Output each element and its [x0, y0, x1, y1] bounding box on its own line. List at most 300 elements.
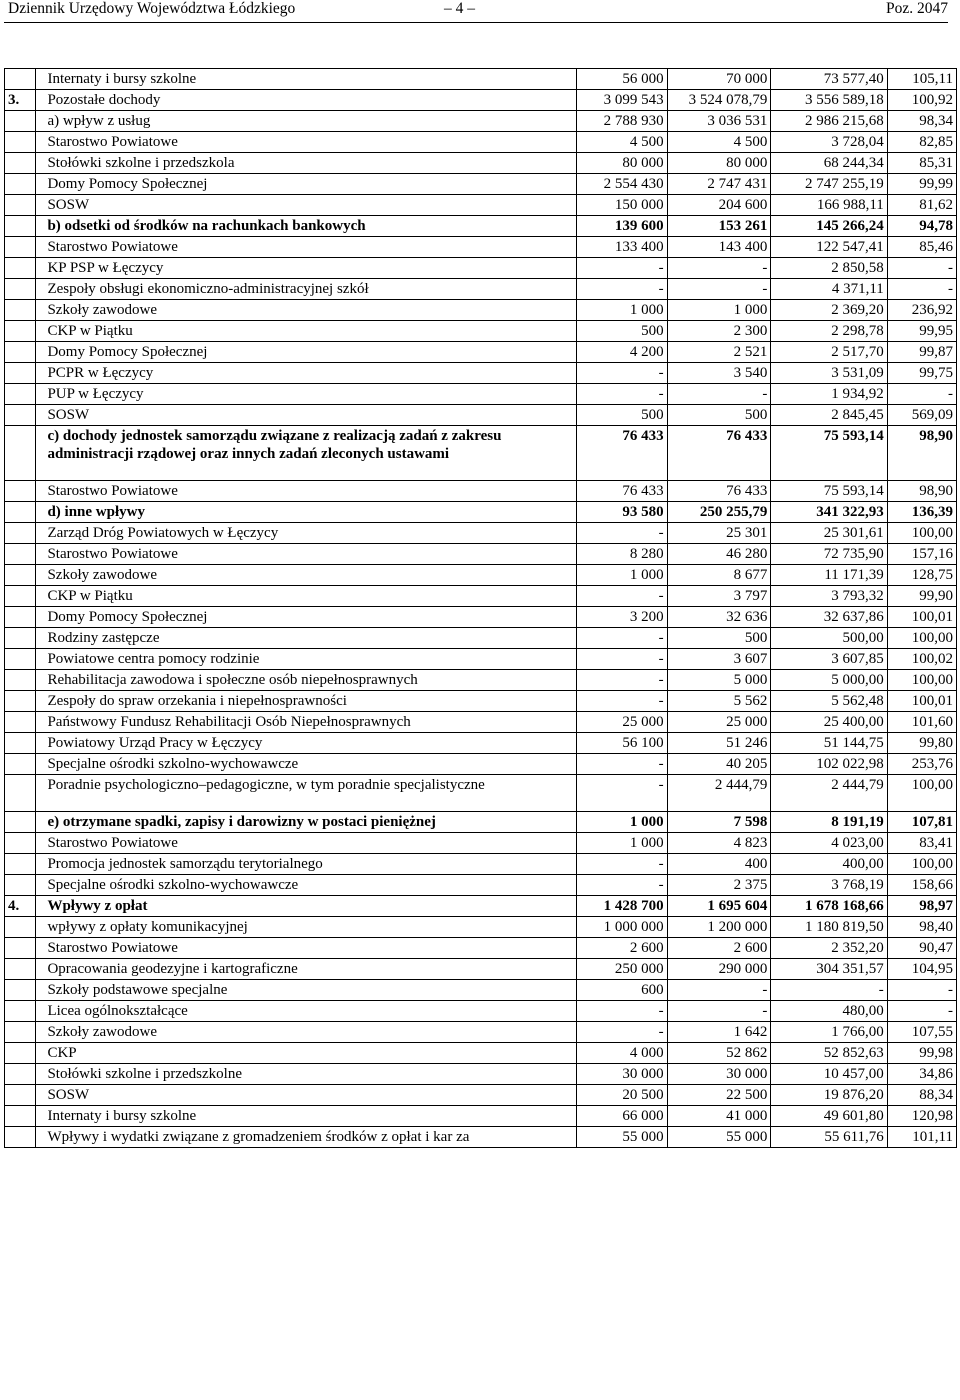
amended-plan-value: - — [667, 279, 771, 300]
amended-plan-value: 46 280 — [667, 544, 771, 565]
row-name: Starostwo Powiatowe — [36, 237, 577, 258]
plan-value: - — [577, 1001, 667, 1022]
row-name: Starostwo Powiatowe — [36, 132, 577, 153]
table-row — [5, 216, 957, 237]
row-name: e) otrzymane spadki, zapisy i darowizny w postaci pieniężnej — [36, 812, 577, 833]
executed-value: 4 023,00 — [771, 833, 887, 854]
executed-value: 68 244,34 — [771, 153, 887, 174]
table-row — [5, 481, 957, 502]
table-row — [5, 405, 957, 426]
row-number — [5, 1127, 36, 1148]
percent-value: 104,95 — [887, 959, 956, 980]
row-name: Zarząd Dróg Powiatowych w Łęczycy — [36, 523, 577, 544]
amended-plan-value: 1 642 — [667, 1022, 771, 1043]
percent-value: 105,11 — [887, 69, 956, 90]
row-number — [5, 69, 36, 90]
executed-value: 1 180 819,50 — [771, 917, 887, 938]
row-number — [5, 712, 36, 733]
executed-value: 122 547,41 — [771, 237, 887, 258]
row-name: Internaty i bursy szkolne — [36, 1106, 577, 1127]
plan-value: - — [577, 649, 667, 670]
row-number — [5, 607, 36, 628]
plan-value: 1 428 700 — [577, 896, 667, 917]
table-row — [5, 90, 957, 111]
row-number — [5, 649, 36, 670]
table-row — [5, 586, 957, 607]
table-row — [5, 384, 957, 405]
executed-value: 73 577,40 — [771, 69, 887, 90]
amended-plan-value: 3 607 — [667, 649, 771, 670]
percent-value: 82,85 — [887, 132, 956, 153]
page-header — [4, 0, 948, 23]
row-number — [5, 1001, 36, 1022]
row-number: 4. — [5, 896, 36, 917]
table-row — [5, 628, 957, 649]
plan-value: 1 000 — [577, 565, 667, 586]
row-number — [5, 544, 36, 565]
percent-value: 99,87 — [887, 342, 956, 363]
row-number — [5, 523, 36, 544]
table-row — [5, 917, 957, 938]
row-number — [5, 321, 36, 342]
row-name: Specjalne ośrodki szkolno-wychowawcze — [36, 875, 577, 896]
amended-plan-value: 76 433 — [667, 426, 771, 481]
amended-plan-value: 290 000 — [667, 959, 771, 980]
amended-plan-value: 3 797 — [667, 586, 771, 607]
table-row — [5, 754, 957, 775]
row-name: wpływy z opłaty komunikacyjnej — [36, 917, 577, 938]
row-name: Szkoły podstawowe specjalne — [36, 980, 577, 1001]
percent-value: 99,80 — [887, 733, 956, 754]
row-name: Zespoły obsługi ekonomiczno-administracyjnej szkół — [36, 279, 577, 300]
amended-plan-value: 153 261 — [667, 216, 771, 237]
row-name: Rehabilitacja zawodowa i społeczne osób niepełnosprawnych — [36, 670, 577, 691]
row-number — [5, 195, 36, 216]
amended-plan-value: 76 433 — [667, 481, 771, 502]
table-row — [5, 712, 957, 733]
table-row — [5, 237, 957, 258]
plan-value: 93 580 — [577, 502, 667, 523]
executed-value: 1 766,00 — [771, 1022, 887, 1043]
plan-value: 2 788 930 — [577, 111, 667, 132]
row-number — [5, 959, 36, 980]
percent-value: 136,39 — [887, 502, 956, 523]
plan-value: 133 400 — [577, 237, 667, 258]
amended-plan-value: 2 444,79 — [667, 775, 771, 812]
percent-value: 569,09 — [887, 405, 956, 426]
table-row — [5, 565, 957, 586]
executed-value: 2 298,78 — [771, 321, 887, 342]
row-number — [5, 216, 36, 237]
plan-value: 3 099 543 — [577, 90, 667, 111]
executed-value: 166 988,11 — [771, 195, 887, 216]
amended-plan-value: 3 036 531 — [667, 111, 771, 132]
plan-value: 30 000 — [577, 1064, 667, 1085]
row-number — [5, 111, 36, 132]
row-name: Stołówki szkolne i przedszkola — [36, 153, 577, 174]
plan-value: 1 000 — [577, 300, 667, 321]
table-row — [5, 938, 957, 959]
table-row — [5, 649, 957, 670]
row-name: b) odsetki od środków na rachunkach bankowych — [36, 216, 577, 237]
percent-value: 94,78 — [887, 216, 956, 237]
table-row — [5, 896, 957, 917]
percent-value: 98,90 — [887, 426, 956, 481]
executed-value: 52 852,63 — [771, 1043, 887, 1064]
table-row — [5, 1106, 957, 1127]
percent-value: - — [887, 384, 956, 405]
amended-plan-value: 3 524 078,79 — [667, 90, 771, 111]
percent-value: - — [887, 279, 956, 300]
row-number — [5, 153, 36, 174]
position-number: Poz. 2047 — [886, 0, 948, 17]
table-body — [5, 69, 957, 1148]
percent-value: 90,47 — [887, 938, 956, 959]
percent-value: 98,97 — [887, 896, 956, 917]
plan-value: 8 280 — [577, 544, 667, 565]
percent-value: 100,02 — [887, 649, 956, 670]
percent-value: 100,00 — [887, 854, 956, 875]
plan-value: - — [577, 628, 667, 649]
row-number — [5, 565, 36, 586]
percent-value: 107,81 — [887, 812, 956, 833]
plan-value: 55 000 — [577, 1127, 667, 1148]
table-row — [5, 279, 957, 300]
table-row — [5, 854, 957, 875]
executed-value: 72 735,90 — [771, 544, 887, 565]
row-name: Poradnie psychologiczno–pedagogiczne, w tym poradnie specjalistyczne — [36, 775, 577, 812]
plan-value: 3 200 — [577, 607, 667, 628]
plan-value: 25 000 — [577, 712, 667, 733]
percent-value: 99,90 — [887, 586, 956, 607]
row-number — [5, 628, 36, 649]
row-name: Starostwo Powiatowe — [36, 481, 577, 502]
row-number — [5, 1022, 36, 1043]
executed-value: 2 850,58 — [771, 258, 887, 279]
row-name: CKP w Piątku — [36, 321, 577, 342]
page-number: – 4 – — [444, 0, 475, 17]
plan-value: - — [577, 279, 667, 300]
row-number — [5, 875, 36, 896]
plan-value: - — [577, 775, 667, 812]
percent-value: 98,40 — [887, 917, 956, 938]
amended-plan-value: 55 000 — [667, 1127, 771, 1148]
row-name: Starostwo Powiatowe — [36, 544, 577, 565]
amended-plan-value: 7 598 — [667, 812, 771, 833]
amended-plan-value: 3 540 — [667, 363, 771, 384]
amended-plan-value: 25 301 — [667, 523, 771, 544]
executed-value: 32 637,86 — [771, 607, 887, 628]
executed-value: 2 444,79 — [771, 775, 887, 812]
percent-value: 100,92 — [887, 90, 956, 111]
executed-value: 4 371,11 — [771, 279, 887, 300]
amended-plan-value: 25 000 — [667, 712, 771, 733]
table-row — [5, 775, 957, 812]
amended-plan-value: 40 205 — [667, 754, 771, 775]
percent-value: 101,11 — [887, 1127, 956, 1148]
amended-plan-value: 32 636 — [667, 607, 771, 628]
percent-value: 99,75 — [887, 363, 956, 384]
executed-value: 3 607,85 — [771, 649, 887, 670]
executed-value: 75 593,14 — [771, 481, 887, 502]
executed-value: 3 556 589,18 — [771, 90, 887, 111]
table-row — [5, 959, 957, 980]
executed-value: 480,00 — [771, 1001, 887, 1022]
executed-value: 55 611,76 — [771, 1127, 887, 1148]
executed-value: 3 728,04 — [771, 132, 887, 153]
row-number — [5, 733, 36, 754]
row-name: SOSW — [36, 405, 577, 426]
amended-plan-value: - — [667, 1001, 771, 1022]
percent-value: 100,00 — [887, 670, 956, 691]
plan-value: - — [577, 384, 667, 405]
amended-plan-value: 400 — [667, 854, 771, 875]
table-row — [5, 980, 957, 1001]
plan-value: 4 000 — [577, 1043, 667, 1064]
executed-value: 2 845,45 — [771, 405, 887, 426]
table-row — [5, 258, 957, 279]
row-name: PUP w Łęczycy — [36, 384, 577, 405]
executed-value: 5 000,00 — [771, 670, 887, 691]
row-number — [5, 363, 36, 384]
table-row — [5, 300, 957, 321]
table-row — [5, 691, 957, 712]
percent-value: 120,98 — [887, 1106, 956, 1127]
row-name: Stołówki szkolne i przedszkolne — [36, 1064, 577, 1085]
percent-value: 100,00 — [887, 628, 956, 649]
row-name: CKP w Piątku — [36, 586, 577, 607]
row-number — [5, 691, 36, 712]
row-name: SOSW — [36, 1085, 577, 1106]
percent-value: - — [887, 258, 956, 279]
row-number — [5, 754, 36, 775]
executed-value: - — [771, 980, 887, 1001]
percent-value: - — [887, 980, 956, 1001]
plan-value: 150 000 — [577, 195, 667, 216]
amended-plan-value: 204 600 — [667, 195, 771, 216]
amended-plan-value: 8 677 — [667, 565, 771, 586]
row-name: Wpływy i wydatki związane z gromadzeniem środków z opłat i kar za — [36, 1127, 577, 1148]
row-number — [5, 854, 36, 875]
plan-value: - — [577, 691, 667, 712]
row-number — [5, 980, 36, 1001]
row-name: Domy Pomocy Społecznej — [36, 174, 577, 195]
income-table — [4, 68, 957, 1148]
percent-value: 107,55 — [887, 1022, 956, 1043]
executed-value: 25 400,00 — [771, 712, 887, 733]
amended-plan-value: 4 823 — [667, 833, 771, 854]
executed-value: 102 022,98 — [771, 754, 887, 775]
executed-value: 10 457,00 — [771, 1064, 887, 1085]
percent-value: 99,98 — [887, 1043, 956, 1064]
table-row — [5, 69, 957, 90]
executed-value: 51 144,75 — [771, 733, 887, 754]
percent-value: 100,01 — [887, 691, 956, 712]
amended-plan-value: 2 521 — [667, 342, 771, 363]
row-name: Internaty i bursy szkolne — [36, 69, 577, 90]
amended-plan-value: 2 300 — [667, 321, 771, 342]
table-row — [5, 363, 957, 384]
table-row — [5, 1064, 957, 1085]
executed-value: 3 531,09 — [771, 363, 887, 384]
row-number — [5, 132, 36, 153]
table-row — [5, 195, 957, 216]
table-row — [5, 1085, 957, 1106]
row-number — [5, 426, 36, 481]
percent-value: 81,62 — [887, 195, 956, 216]
plan-value: - — [577, 363, 667, 384]
plan-value: - — [577, 854, 667, 875]
table-row — [5, 132, 957, 153]
row-name: Powiatowy Urząd Pracy w Łęczycy — [36, 733, 577, 754]
row-number — [5, 258, 36, 279]
percent-value: - — [887, 1001, 956, 1022]
plan-value: 250 000 — [577, 959, 667, 980]
row-name: a) wpływ z usług — [36, 111, 577, 132]
amended-plan-value: 80 000 — [667, 153, 771, 174]
table-row — [5, 607, 957, 628]
executed-value: 25 301,61 — [771, 523, 887, 544]
row-number — [5, 481, 36, 502]
plan-value: 76 433 — [577, 481, 667, 502]
percent-value: 100,00 — [887, 523, 956, 544]
percent-value: 85,46 — [887, 237, 956, 258]
percent-value: 98,34 — [887, 111, 956, 132]
amended-plan-value: 1 695 604 — [667, 896, 771, 917]
row-name: Domy Pomocy Społecznej — [36, 342, 577, 363]
table-row — [5, 833, 957, 854]
table-row — [5, 812, 957, 833]
percent-value: 236,92 — [887, 300, 956, 321]
plan-value: 20 500 — [577, 1085, 667, 1106]
percent-value: 100,01 — [887, 607, 956, 628]
amended-plan-value: 4 500 — [667, 132, 771, 153]
row-name: Szkoły zawodowe — [36, 565, 577, 586]
plan-value: - — [577, 523, 667, 544]
plan-value: - — [577, 754, 667, 775]
table-row — [5, 1043, 957, 1064]
row-name: SOSW — [36, 195, 577, 216]
row-number — [5, 342, 36, 363]
row-number — [5, 174, 36, 195]
amended-plan-value: 500 — [667, 405, 771, 426]
percent-value: 99,95 — [887, 321, 956, 342]
amended-plan-value: 70 000 — [667, 69, 771, 90]
percent-value: 88,34 — [887, 1085, 956, 1106]
row-number — [5, 502, 36, 523]
plan-value: 1 000 — [577, 812, 667, 833]
percent-value: 85,31 — [887, 153, 956, 174]
row-number — [5, 917, 36, 938]
row-number — [5, 586, 36, 607]
row-name: Promocja jednostek samorządu terytorialnego — [36, 854, 577, 875]
executed-value: 2 986 215,68 — [771, 111, 887, 132]
executed-value: 145 266,24 — [771, 216, 887, 237]
row-name: Domy Pomocy Społecznej — [36, 607, 577, 628]
row-number: 3. — [5, 90, 36, 111]
amended-plan-value: 250 255,79 — [667, 502, 771, 523]
executed-value: 19 876,20 — [771, 1085, 887, 1106]
row-name: Zespoły do spraw orzekania i niepełnosprawności — [36, 691, 577, 712]
executed-value: 500,00 — [771, 628, 887, 649]
row-name: Starostwo Powiatowe — [36, 833, 577, 854]
plan-value: 600 — [577, 980, 667, 1001]
plan-value: - — [577, 586, 667, 607]
plan-value: 76 433 — [577, 426, 667, 481]
row-number — [5, 237, 36, 258]
table-row — [5, 153, 957, 174]
amended-plan-value: 2 600 — [667, 938, 771, 959]
amended-plan-value: 1 200 000 — [667, 917, 771, 938]
plan-value: - — [577, 875, 667, 896]
percent-value: 101,60 — [887, 712, 956, 733]
table-row — [5, 321, 957, 342]
row-number — [5, 1085, 36, 1106]
amended-plan-value: 41 000 — [667, 1106, 771, 1127]
amended-plan-value: - — [667, 258, 771, 279]
amended-plan-value: - — [667, 980, 771, 1001]
plan-value: 56 000 — [577, 69, 667, 90]
row-name: Państwowy Fundusz Rehabilitacji Osób Niepełnosprawnych — [36, 712, 577, 733]
executed-value: 2 517,70 — [771, 342, 887, 363]
row-name: d) inne wpływy — [36, 502, 577, 523]
amended-plan-value: 22 500 — [667, 1085, 771, 1106]
row-name: Opracowania geodezyjne i kartograficzne — [36, 959, 577, 980]
plan-value: 139 600 — [577, 216, 667, 237]
plan-value: 66 000 — [577, 1106, 667, 1127]
row-number — [5, 300, 36, 321]
amended-plan-value: 51 246 — [667, 733, 771, 754]
table-row — [5, 1127, 957, 1148]
table-row — [5, 875, 957, 896]
plan-value: - — [577, 670, 667, 691]
executed-value: 304 351,57 — [771, 959, 887, 980]
percent-value: 253,76 — [887, 754, 956, 775]
table-row — [5, 1001, 957, 1022]
plan-value: 1 000 000 — [577, 917, 667, 938]
row-number — [5, 279, 36, 300]
plan-value: 2 600 — [577, 938, 667, 959]
row-name: Rodziny zastępcze — [36, 628, 577, 649]
table-row — [5, 502, 957, 523]
table-row — [5, 426, 957, 481]
row-name: KP PSP w Łęczycy — [36, 258, 577, 279]
table-row — [5, 174, 957, 195]
plan-value: 500 — [577, 405, 667, 426]
executed-value: 2 747 255,19 — [771, 174, 887, 195]
plan-value: 4 500 — [577, 132, 667, 153]
amended-plan-value: 2 747 431 — [667, 174, 771, 195]
plan-value: 1 000 — [577, 833, 667, 854]
executed-value: 11 171,39 — [771, 565, 887, 586]
row-name: Pozostałe dochody — [36, 90, 577, 111]
percent-value: 98,90 — [887, 481, 956, 502]
row-name: Szkoły zawodowe — [36, 1022, 577, 1043]
row-number — [5, 1106, 36, 1127]
plan-value: 80 000 — [577, 153, 667, 174]
executed-value: 3 793,32 — [771, 586, 887, 607]
amended-plan-value: - — [667, 384, 771, 405]
table-row — [5, 1022, 957, 1043]
row-name: Licea ogólnokształcące — [36, 1001, 577, 1022]
percent-value: 100,00 — [887, 775, 956, 812]
amended-plan-value: 52 862 — [667, 1043, 771, 1064]
table-row — [5, 544, 957, 565]
percent-value: 99,99 — [887, 174, 956, 195]
row-name: Powiatowe centra pomocy rodzinie — [36, 649, 577, 670]
amended-plan-value: 500 — [667, 628, 771, 649]
table-row — [5, 733, 957, 754]
